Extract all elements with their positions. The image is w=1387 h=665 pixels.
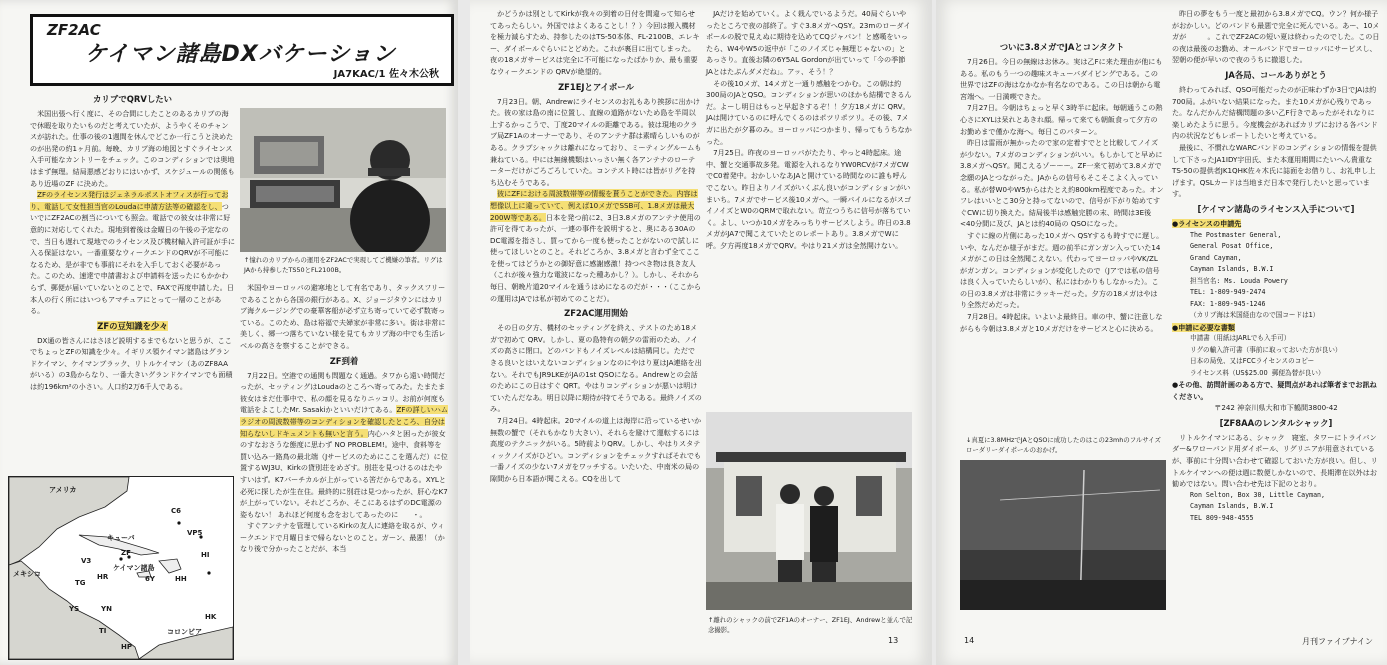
p2-column-left bbox=[490, 8, 702, 485]
map-prefix: C6 bbox=[171, 507, 182, 515]
bullet-heading: ●その他、訪問計画のある方で、疑問点があれば筆者までお訊ねください。 bbox=[1172, 380, 1377, 401]
photo-caption: ↑離れのシャックの前でZF1Aのオーナー、ZF1EJ、Andrewと並んで記念撮影。 bbox=[708, 616, 913, 634]
address-block: Ron Selton, Box 30, Little Cayman, Cayman Islands, B.W.I TEL 809-948-4555 bbox=[1190, 490, 1325, 522]
map-prefix: HI bbox=[201, 551, 210, 559]
article-title-box bbox=[30, 14, 454, 86]
page-number: 14 bbox=[964, 636, 975, 645]
paragraph: 7月26日。今日の無線はお休み。実は乙Fに来た理由が他にもある。私のもう一つの趣味スキューバダイビングである。この世界ではZFの海はなかなか有名なのである。この日は朝から電宮端へ。一日満喫できた。 bbox=[960, 57, 1163, 101]
map-label: キューバ bbox=[107, 534, 135, 542]
paragraph: 米国やヨーロッパの避寒地として有名であり、タックスフリーであることから各国の銀行がある。X、ジョージタウンにはカリブ海クルージングでの豪華客船が必ず立ち寄っていて必ず数寄っている。このため、島は裕福で夫婦家が非常に多い。街は非常に美しく、郷一つ落ちていない様を見てもカリブ海の中でも生活レベルの高さを察することができる。 bbox=[240, 283, 446, 350]
highlighted-text: ZFのライセンス発行はジェネラルポストオフィスが行っており、電話して女性担当官のLoudaに申請方法等の確認をし、 bbox=[30, 190, 229, 211]
page-center bbox=[470, 0, 932, 665]
paragraph: ついでにZF2ACの割当についても照会。電話での彼女は非常に好意的に対応してくれた。現地到着後は金曜日の午後の予定なので、当日も遅れて現地でのライセンス及び機材輸入許可証が手に入る保証はない。一番重要なウィークエンドのQRVが不可能になるため、是が非でも事前にそれを入手しておく必要があった。このため、速達で申請書および申請料を送ったにもかかわらず、郵便が届いていないとのことで、FAXで再度申請した。日本人の行く所にはいつもアマチュアにとって一層のことがある。 bbox=[30, 201, 235, 316]
page-right bbox=[936, 0, 1387, 665]
section-heading: JA各局、コールありがとう bbox=[1225, 69, 1327, 80]
paragraph: 米国出張へ行く度に、その合間にしたことのあるカリブの海で休暇を取りたいものだと考えていたが、ようやくそのチャンスが訪れた。仕事の後の1週間を休んでどこか一行こうと決めたのが出発の約1ヶ月前。毎晩、カリブ海の地図とすぐライセンス入手可能なカントリーをチェック。このコンディションでは奥地はまず無理。結局悪感どおりにはいかず、スケジュールの関係もあり近場のZF に決めた。 bbox=[30, 109, 235, 188]
paragraph: すぐアンテナを管理しているKirkの友人に連絡を取るが、ウィークエンドで月曜日まで帰らないとのこと。ガーン、最悪！（かなり後で分かったことだが、本当 bbox=[240, 521, 445, 554]
paragraph: 7月24日。4時起床。20マイルの道上は海岸に沿っているせいか無数の蟹で（それもかなり大きい）、それらを避けて運転するには高度のテクニックがいる。5時前よりQRV。しかし、やはりスタティックノイズがひどい。コンディションをチェックすればそれでも一番ノイズの少ない7メガをワッチする。いたいた、中南米の局の隙間から日本語が聞こえる。CQを出して bbox=[490, 416, 702, 483]
p2-column-right bbox=[706, 8, 912, 251]
caribbean-map bbox=[8, 476, 234, 660]
paragraph: その日の夕方、機材のセッティングを終え、テストのため18メガで初めて QRV。しかし、夏の島特有の朝夕の雷雨のため、ノイズの高さに閉口。どのバンドもノイズレベルは結構同じ。ただできる良いとはいえないコンディションなのにやはり夏はJA連絡を出ない。それでもJR9LKEがJAの1st QSOになる。Andrewとの会話のためにこの日はすぐ QRT。やはりコンディションが悪いは明けていたんだなあ。明日以降に期待が持てそうである。最終ノイズのみ。 bbox=[490, 323, 702, 414]
page-left bbox=[0, 0, 458, 665]
highlighted-text: ZFの詳しいハムラジオの周波数帯等のコンディションを確認したところ、自分は知らないしドキュメントも無いと言う。 bbox=[240, 405, 448, 438]
paragraph: 7月25日。昨夜のヨーロッパがたたり、やっと4時起床。途中、蟹と交通事故多発。電源を入れるなりYW0RCVが7メガCWでC0着発中。おかしいなあJAと開けている時間なのに誰も呼んでこない。昨日よりノイズがいくぶん良いがコンディションがいまいち。7メガでサービス後10メガへ。一瞬パイルになるがスゴイノイズとW0のQRMで取れない。苛立つうちに信号が落ちていく。よし、いつか10メガをみっちりサービスしよう。昨日の3.8メガがJA7で聞こえていたとのレポートあり。3.8メガでWに呼。夕方再度18メガでQRV。やはり21メガは全然開けない。 bbox=[706, 148, 912, 250]
page-number: 13 bbox=[888, 636, 899, 645]
p3-column-right bbox=[1172, 8, 1380, 524]
map-label: ケイマン諸島 bbox=[113, 564, 155, 572]
p3-column-left bbox=[960, 38, 1164, 334]
map-label: コロンビア bbox=[167, 628, 202, 636]
paragraph: 7月27日。今朝はちょっと早く3時半に起床。毎朝通うこの熱心さにXYLは呆れとあきれ顔。帰って来ても朝飯食って夕方のお勤めまで僅かな海へ。毎日このパターン。 bbox=[960, 103, 1163, 136]
documents-list: 申請書（用紙はJARLでも入手可） リグの輸入許可書（事前に取っておいた方が良い） 日本の局免、又はFCCライセンスのコピー ライセンス料（US$25.00 郵便為替が良い） bbox=[1190, 334, 1342, 377]
paragraph: 日本を発つ前に2、3日3.8メガのアンテナ使用の許可を得てあったが、一連の事件を説明すると、奥にある30AのDC電源を指さし、買ってから一度も使ったことがないので試しに使ってほしいとのこと。それどころか、3.8メガと言わず全てここを使ってはどうかとの御好意に感謝感激！持つべき物は良き友人（これが後々強力な電波になった種あかし？）。しかし、それから毎日、朝晩片道20マイルを通うはめになるのだが・・・（ここからの運用はJAでは私が初めてのことだ）。 bbox=[490, 212, 702, 303]
photo-caption: ↑憧れのカリブからの運用をZF2ACで実現してご機嫌の筆者。リグはJAから持参したTS50とFL2100B。 bbox=[244, 256, 443, 274]
magazine-name: 月刊ファイブナイン bbox=[1302, 637, 1374, 646]
paragraph: 内心ハタと困ったが彼女のすなおさうな態度に思わず NO PROBLEM!。途中、食料等を買い込み一路鳥の最北端（Jサービスのためにここを選んだ）に位置するWJ3U、Kirkの貸別荘をめざす。別荘を見つけるのはたやすいはず。K7バーチカルが上がっている筈だからである。XYLと必死に探したが生在住。最終的に別荘は見つかったが、肝心なK7が上がっていない。それどころか、そこにあるはずのDC電源の姿もない！ あれほど何度も念をおしてあったのに ・。 bbox=[240, 428, 448, 519]
paragraph: 7月28日。4時起床。いよいよ最終日。車の中、蟹に注意しながらも今朝は3.8メガと10メガだけをサービスと心に決める。 bbox=[960, 312, 1163, 333]
map-prefix: YS bbox=[69, 605, 80, 613]
operator-photo bbox=[240, 108, 446, 252]
paragraph: リトルケイマンにある、シャック 寝室、タワーにトライバンダー&ワローバンド用ダイポール、リグリニアが用意されているが、事前に十分問い合わせて確認しておいた方が良い。但し、リトルケイマンへの便は週に数便しかないので、長期滞在以外はお勧めではない。問い合わせ先は下記のとおり。 bbox=[1172, 432, 1378, 489]
paragraph: 7月23日。朝、Andrewにライセンスのお礼もあり挨拶に出かけた。彼の家は島の南に位置し、直線の道路がないため島を半周以上するかっこうで、丁度20マイルの距離である。彼は現地のクラブ局ZF1Aのオーナーであり、そのアンテナ群は素晴らしいものがある。クラブシャックは離れになっており、ミーティングルームも兼ねている。中には無線機類はいっさい無く各アンテナのローテーターだけがごろごろしていた。コンテスト時には皆がリグを持ち込むそうである。 bbox=[490, 96, 702, 187]
section-heading: ZF2AC運用開始 bbox=[564, 308, 628, 319]
section-heading: ついに3.8メガでJAとコンタクト bbox=[999, 42, 1125, 52]
photo-illustration bbox=[960, 460, 1166, 610]
map-prefix: 6Y bbox=[145, 575, 155, 583]
author-address: 〒242 神奈川県大和市下鶴間3800-42 bbox=[1214, 403, 1338, 413]
article-title: ケイマン諸島DXバケーション bbox=[85, 42, 396, 67]
map-prefix: ZF bbox=[121, 549, 131, 557]
paragraph: 7月22日。空港での通関も問題なく通過。タワから遠い時間だったが、セッティングはLoudaのところへ寄ってみた。たまたま彼女はまだ仕事中で、私の顔を見るなりニッコリ。お前が何度も電話をよこしたMr. Sasakiかといいだけてある。 bbox=[240, 370, 446, 415]
paragraph: DX通の皆さんにはさほど説明するまでもないと思うが、ここでちょっとZFの知識を少々。イギリス領ケイマン諸島はグランドケイマン、ケイマンブラック、リトルケイマン（あのZF8AAがいる）の3島からなり、一番大きいグランドケイマンでも面積は約196km²の小さい。人口約2万6千人である。 bbox=[30, 335, 233, 392]
section-heading: ZF到着 bbox=[329, 355, 359, 366]
paragraph: その後10メガ、14メガと一通り感触をつかむ。この朝は約300局のJAとQSO。コンディションが思いのほかも結構できるんだ。よーし明日はもっと早起きするぞ！！夕方18メガに QRV。JAは開けているのに呼んでくるのはポツリポツリ。その後、7メガに出たが夕暮のみ。ヨーロッパにつかまり、帰ってもうちなかった。 bbox=[706, 78, 912, 146]
photo-illustration bbox=[706, 412, 912, 610]
paragraph: 最後に、不慣れなWARCバンドのコンディションの情報を提供して下さったJA1IDY宇田氏、また本運用期間にたいへん貴重なTS-50の提供者JK1QHK佐々木氏に誌面をお借りし、お礼申し上げます。QSLカードは当地まだ日本で発行したいと思っています。 bbox=[1172, 142, 1377, 199]
shack-photo bbox=[706, 412, 912, 610]
highlighted-text: 彼にZFにおける周波数帯等の情報を貰うことができた。内容は想像以上に違っていて、例えば10メガでSSB可、1.8メガは最大200W等である。 bbox=[490, 189, 698, 222]
antenna-photo bbox=[960, 460, 1166, 610]
map-prefix: VP5 bbox=[187, 529, 203, 537]
map-label: メキシコ bbox=[13, 570, 41, 578]
map-prefix: HH bbox=[175, 575, 187, 583]
author-byline: JA7KAC/1 佐々木公秋 bbox=[333, 69, 439, 80]
paragraph: すぐに線の片側にあった10メガへ QSYするも時すでに遅し。いや、なんだか様子がまだ。週の前半にガンガン入っていた14メガがこの日は全然聞こえない。代わってヨーロッパやVK/ZLがガンガン。コンディションが変化したので（Jアでは私の信号は良く入っていたらしいが）、私にはわかりもしなかった）。この日の3.8メガは非常にラッキーだった。夕方の18メガはやはり全然だめだった。 bbox=[960, 230, 1164, 310]
map-prefix: HK bbox=[205, 613, 217, 621]
bullet-heading: ●ライセンスの申請先 bbox=[1172, 218, 1242, 228]
p1-column-left bbox=[30, 90, 235, 393]
photo-caption: ↓真夏に3.8MHzでJAとQSOに成功したのはこの23mhのフルサイズローダリーダイポールのおかげ。 bbox=[966, 436, 1161, 454]
address-block: The Postmaster General, General Posat Office, Grand Cayman, Cayman Islands, B.W.I 担当官名: Ms. Louda Powery TEL: 1-809-949-2474 FAX: 1-809-945-1246 （カリブ海は米国経由なので国コードは1） bbox=[1190, 230, 1320, 319]
title-callsign: ZF2AC bbox=[47, 21, 101, 39]
paragraph: 昨日の夢をもう一度と最初から3.8メガでCQ。ウン？何か様子がおかしい。どのバンドも最悪で完全に死んでいる。あー、10メガが 。これでZF2ACの短い夏は終わったのでした。この日の夜は最後のお勤め、オールバンドでヨーロッパにサービスし、翌朝の便が早いので夜のうちに撤退した。 bbox=[1172, 9, 1380, 65]
paragraph: 昨日は雷雨が無かったので家の定着すでとと比較してノイズが少ない。7メガのコンディションがいい。もしかしてと早めに3.8メガへQSY。聞こえるゾーーー。ZF一来て初めて3.8メガで念願のJAとつながった。JAからの信号もそこそこよく入っている。私が替W0やW5からはたとえ約800km程度であった。オンフレはいいとこ30分と持ってないので、信号が下がり始めてすぐCWに切り換えた。結局後半は感触完勝の末、時間は3E後<40分間に及び、JAとは約40局の QSOになった。 bbox=[960, 138, 1164, 229]
paragraph: JAだけを始めていく。よく栽んでいるようだ。40局ぐらいやったところで夜の部終了。すぐ3.8メガへQSY。23mのローダイポールの脱で見えぬに期待を込めてCQジャパン！と感嘆をいったら、W4やW5の返中が「このノイズじゃ無理じゃないの」とあっさり。直後お隣の6Y5AL Gordonが出ていって「今の季節JAとはたぶんダメだね」。アッ、そう！？ bbox=[706, 9, 911, 76]
bullet-heading: ●申請に必要な書類 bbox=[1172, 322, 1235, 332]
map-prefix: YN bbox=[101, 605, 112, 613]
map-label: アメリカ bbox=[49, 486, 77, 494]
paragraph: かどうかは別としてKirkが我々の到着の日付を間違って知らせてあったらしい。外国ではよくあることし！？）今回は搬入機材を極力減らすため、持参したのはTS-50本体、FL-2100B、エレキー、ダイポールぐらいにとどめた。これが裏目に出てしまった。夜の18メガサービスは完全に不可能になったばかりか、最も重要なウィークエンドの QRVが絶望的。 bbox=[490, 9, 700, 76]
p1-column-right bbox=[240, 282, 448, 555]
map-prefix: HR bbox=[97, 573, 109, 581]
section-heading: カリブでQRVしたい bbox=[93, 94, 172, 104]
map-prefix: TG bbox=[75, 579, 86, 587]
photo-illustration bbox=[240, 108, 446, 252]
section-heading: ZFの豆知識を少々 bbox=[97, 320, 168, 331]
map-prefix: HP bbox=[121, 643, 132, 651]
map-prefix: TI bbox=[99, 627, 107, 635]
section-heading: ZF1EJとアイボール bbox=[558, 81, 634, 92]
section-heading: [ケイマン諸島のライセンス入手について] bbox=[1197, 203, 1355, 214]
section-heading: [ZF8AAのレンタルシャック] bbox=[1219, 417, 1333, 428]
map-prefix: V3 bbox=[81, 557, 92, 565]
paragraph: 終わってみれば、QSO可能だったのが正味わずか3日でJAは約700局。ふがいない結果になった。また10メガが心残りであった。なんだかんだ結構問題の多い乙F行きであったがそれなりに楽しめたように思う。今度機会があればカリブにおける各バンド内の状況などもレポートしたいと考えている。 bbox=[1172, 84, 1378, 141]
